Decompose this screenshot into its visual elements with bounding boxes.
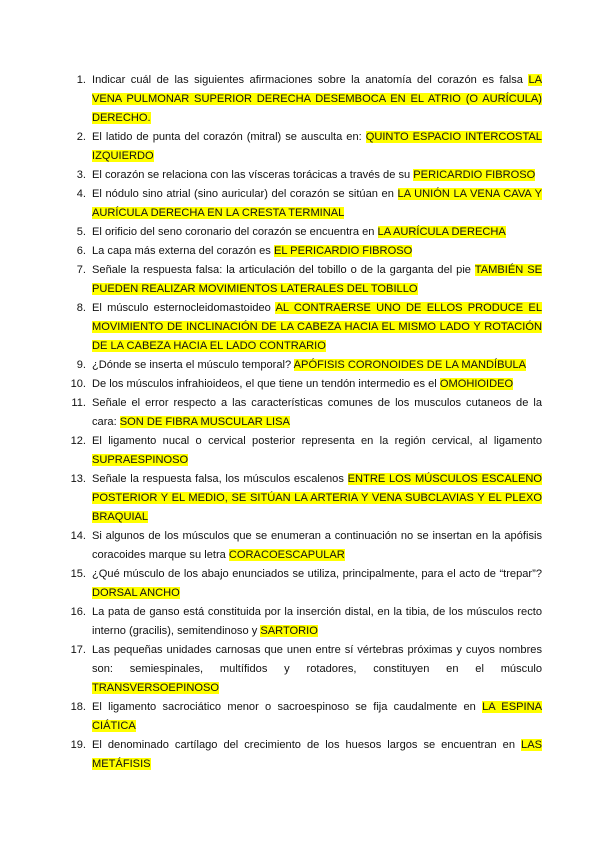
- question-text: De los músculos infrahioideos, el que tiene un tendón intermedio es el: [92, 378, 437, 390]
- question-text: El ligamento sacrociático menor o sacroespinoso se fija caudalmente en: [92, 701, 476, 713]
- highlighted-answer: TAMBIÉN SE PUEDEN REALIZAR MOVIMIENTOS LATERALES DEL TOBILLO: [92, 264, 542, 295]
- highlighted-answer: LA UNIÓN LA VENA CAVA Y AURÍCULA DERECHA EN LA CRESTA TERMINAL: [92, 188, 542, 219]
- list-item: [76, 242, 542, 261]
- question-text: El denominado cartílago del crecimiento de los huesos largos se encuentran en: [92, 739, 516, 751]
- question-text: La capa más externa del corazón es: [92, 245, 271, 257]
- question-text: La pata de ganso está constituida por la inserción distal, en la tibia, de los músculos recto interno (gracilis), semitendinoso y: [92, 606, 542, 637]
- question-number: 18.: [70, 701, 86, 713]
- list-item: [76, 261, 542, 299]
- highlighted-answer: SARTORIO: [260, 625, 318, 637]
- question-text: El latido de punta del corazón (mitral) se ausculta en:: [92, 131, 362, 143]
- question-number: 13.: [70, 473, 86, 485]
- highlighted-answer: SON DE FIBRA MUSCULAR LISA: [119, 416, 290, 428]
- list-item: [70, 432, 542, 470]
- question-number: 6.: [76, 245, 86, 257]
- highlighted-answer: EL PERICARDIO FIBROSO: [273, 245, 413, 257]
- question-text: El músculo esternocleidomastoideo: [92, 302, 271, 314]
- list-item: [70, 527, 542, 565]
- question-text: El corazón se relaciona con las vísceras torácicas a través de su: [92, 169, 411, 181]
- list-item: [76, 185, 542, 223]
- question-number: 19.: [70, 739, 86, 751]
- question-number: 10.: [70, 378, 86, 390]
- question-number: 17.: [70, 644, 86, 656]
- question-number: 15.: [70, 568, 86, 580]
- question-text: El orificio del seno coronario del corazón se encuentra en: [92, 226, 375, 238]
- list-item: [70, 698, 542, 736]
- highlighted-answer: QUINTO ESPACIO INTERCOSTAL IZQUIERDO: [92, 131, 542, 162]
- list-item: [76, 71, 543, 128]
- question-number: 1.: [76, 74, 86, 86]
- list-item: [76, 166, 542, 185]
- question-number: 4.: [76, 188, 86, 200]
- question-number: 9.: [76, 359, 86, 371]
- list-item: [70, 565, 542, 603]
- question-text: ¿Dónde se inserta el músculo temporal?: [92, 359, 292, 371]
- highlighted-answer: PERICARDIO FIBROSO: [413, 169, 536, 181]
- list-item: [76, 299, 542, 356]
- highlighted-answer: CORACOESCAPULAR: [228, 549, 345, 561]
- highlighted-answer: LA AURÍCULA DERECHA: [377, 226, 506, 238]
- question-text: El ligamento nucal o cervical posterior representa en la región cervical, al ligamento: [92, 435, 542, 447]
- list-item: [70, 375, 542, 394]
- question-text: Señale la respuesta falsa, los músculos escalenos: [92, 473, 344, 485]
- highlighted-answer: DORSAL ANCHO: [92, 587, 180, 599]
- list-item: [70, 736, 542, 774]
- highlighted-answer: LA ESPINA CIÁTICA: [92, 701, 542, 732]
- question-number: 12.: [70, 435, 86, 447]
- question-number: 5.: [76, 226, 86, 238]
- list-item: [71, 394, 542, 432]
- question-text: Las pequeñas unidades carnosas que unen entre sí vértebras próximas y cuyos nombres son: semiespinales, multífidos y rotadores, constituyen en el músculo: [92, 644, 542, 675]
- question-text: Si algunos de los músculos que se enumeran a continuación no se insertan en la apófisis coracoides marque su letra: [92, 530, 542, 561]
- list-item: [70, 641, 542, 698]
- highlighted-answer: TRANSVERSOEPINOSO: [92, 682, 219, 694]
- question-text: Indicar cuál de las siguientes afirmaciones sobre la anatomía del corazón es falsa: [92, 74, 523, 86]
- question-list: [70, 71, 543, 774]
- list-item: [76, 223, 542, 242]
- highlighted-answer: ENTRE LOS MÚSCULOS ESCALENO POSTERIOR Y EL MEDIO, SE SITÚAN LA ARTERIA Y VENA SUBCLAVIAS Y EL PLEXO BRAQUIAL: [92, 473, 542, 523]
- question-text: El nódulo sino atrial (sino auricular) del corazón se sitúan en: [92, 188, 394, 200]
- question-number: 14.: [70, 530, 86, 542]
- question-number: 2.: [76, 131, 86, 143]
- list-item: [76, 356, 542, 375]
- highlighted-answer: LAS METÁFISIS: [92, 739, 542, 770]
- question-number: 7.: [76, 264, 86, 276]
- list-item: [70, 470, 542, 527]
- question-number: 11.: [71, 397, 86, 409]
- question-text: Señale la respuesta falsa: la articulación del tobillo o de la garganta del pie: [92, 264, 471, 276]
- question-text: Señale el error respecto a las características comunes de los musculos cutaneos de la cara:: [92, 397, 542, 428]
- highlighted-answer: APÓFISIS CORONOIDES DE LA MANDÍBULA: [293, 359, 527, 371]
- highlighted-answer: OMOHIOIDEO: [439, 378, 514, 390]
- question-number: 8.: [76, 302, 86, 314]
- question-text: ¿Qué músculo de los abajo enunciados se utiliza, principalmente, para el acto de “trepar”?: [92, 568, 542, 580]
- list-item: [70, 603, 542, 641]
- list-item: [76, 128, 542, 166]
- highlighted-answer: LA VENA PULMONAR SUPERIOR DERECHA DESEMBOCA EN EL ATRIO (O AURÍCULA) DERECHO.: [92, 74, 543, 124]
- question-number: 16.: [70, 606, 86, 618]
- question-number: 3.: [76, 169, 86, 181]
- highlighted-answer: SUPRAESPINOSO: [92, 454, 189, 466]
- highlighted-answer: AL CONTRAERSE UNO DE ELLOS PRODUCE EL MOVIMIENTO DE INCLINACIÓN DE LA CABEZA HACIA EL MISMO LADO Y ROTACIÓN DE LA CABEZA HACIA EL LADO CONTRARIO: [92, 302, 542, 352]
